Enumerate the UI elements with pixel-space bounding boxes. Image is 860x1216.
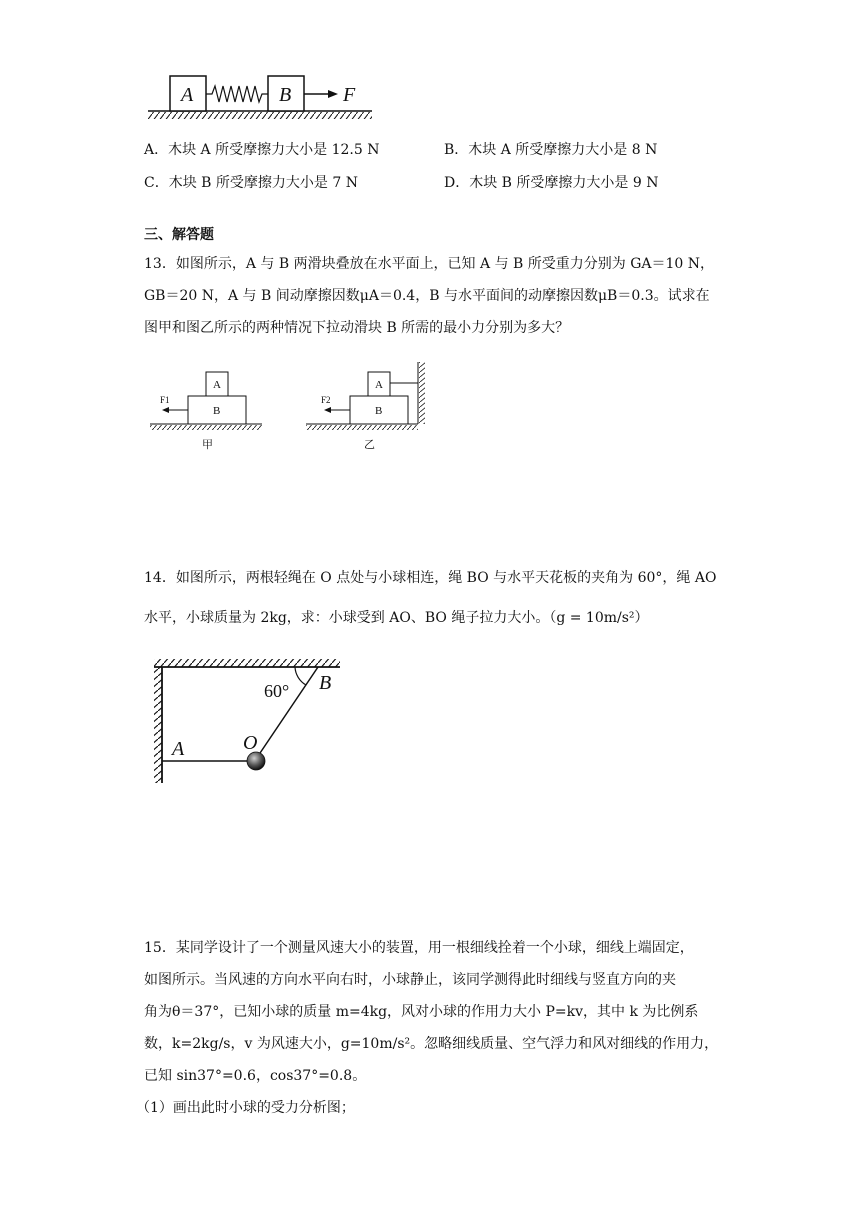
ceiling-hatch xyxy=(154,659,340,667)
q15-line3: 角为θ＝37°，已知小球的质量 m=4kg，风对小球的作用力大小 P=kv，其中 k 为比例系 xyxy=(144,1004,699,1020)
q15-line4: 数，k=2kg/s，v 为风速大小，g=10m/s²。忽略细线质量、空气浮力和风对细线的作用力， xyxy=(144,1036,719,1052)
jia-force-label: F1 xyxy=(160,395,170,405)
yi-a-label: A xyxy=(375,379,383,391)
point-a-label: A xyxy=(172,738,185,760)
yi-b-label: B xyxy=(375,405,383,417)
q15-line5: 已知 sin37°=0.6，cos37°=0.8。 xyxy=(144,1068,367,1084)
point-b-label: B xyxy=(319,672,332,694)
jia-caption: 甲 xyxy=(202,439,213,451)
q14-figure xyxy=(150,655,350,787)
option-a: A．木块 A 所受摩擦力大小是 12.5 N xyxy=(144,142,380,158)
option-d: D．木块 B 所受摩擦力大小是 9 N xyxy=(444,175,659,191)
yi-caption: 乙 xyxy=(364,439,375,451)
q13-line3: 图甲和图乙所示的两种情况下拉动滑块 B 所需的最小力分别为多大？ xyxy=(144,320,570,336)
angle-label: 60° xyxy=(264,681,290,701)
q15-line2: 如图所示。当风速的方向水平向右时，小球静止，该同学测得此时细线与竖直方向的夹 xyxy=(144,972,676,988)
q14-line2: 水平，小球质量为 2kg，求：小球受到 AO、BO 绳子拉力大小。（g = 10m/s²） xyxy=(144,610,649,626)
q13-figure xyxy=(144,362,444,456)
option-c: C．木块 B 所受摩擦力大小是 7 N xyxy=(144,175,358,191)
angle-arc xyxy=(295,667,306,685)
section-title: 三、解答题 xyxy=(144,227,214,243)
jia-a-label: A xyxy=(213,379,221,391)
spring xyxy=(206,86,268,102)
block-b-label: B xyxy=(279,84,292,106)
force-label: F xyxy=(343,84,356,106)
fig-yi xyxy=(306,362,425,451)
point-o-label: O xyxy=(243,732,258,754)
q14-line1: 14．如图所示，两根轻绳在 O 点处与小球相连，绳 BO 与水平天花板的夹角为 60°，绳 AO xyxy=(144,570,717,586)
ball xyxy=(247,752,265,770)
yi-force-label: F2 xyxy=(321,395,331,405)
wall-hatch xyxy=(154,667,162,783)
q13-line1: 13．如图所示，A 与 B 两滑块叠放在水平面上，已知 A 与 B 所受重力分别为 GA＝10 N， xyxy=(144,256,715,272)
q13-line2: GB＝20 N，A 与 B 间动摩擦因数μA＝0.4，B 与水平面间的动摩擦因数μB＝0.3。试求在 xyxy=(144,288,710,304)
q12-figure xyxy=(140,66,380,126)
q15-line1: 15．某同学设计了一个测量风速大小的装置，用一根细线拴着一个小球，细线上端固定， xyxy=(144,940,694,956)
jia-b-label: B xyxy=(213,405,221,417)
q15-sub1: （1）画出此时小球的受力分析图； xyxy=(136,1100,355,1116)
block-a-label: A xyxy=(181,84,194,106)
fig-jia xyxy=(150,372,262,451)
option-b: B．木块 A 所受摩擦力大小是 8 N xyxy=(444,142,658,158)
